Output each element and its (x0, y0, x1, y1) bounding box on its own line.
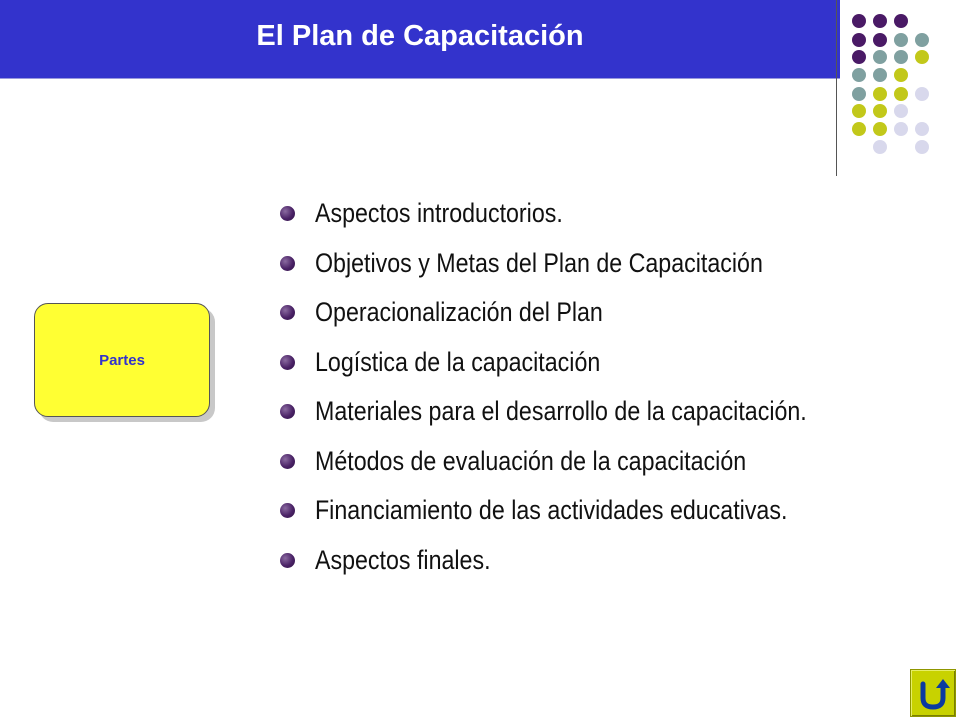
bullet-item-8 (280, 536, 887, 586)
bullet-icon (280, 553, 295, 568)
bullet-item-6 (280, 437, 887, 487)
return-button[interactable] (910, 669, 956, 717)
partes-label: Partes (99, 351, 145, 369)
partes-box[interactable] (34, 303, 210, 417)
bullet-item-1 (280, 189, 887, 239)
bullet-text: Métodos de evaluación de la capacitación (315, 445, 747, 476)
bullet-text: Aspectos introductorios. (315, 198, 563, 229)
bullet-text: Logística de la capacitación (315, 346, 601, 377)
bullet-icon (280, 256, 295, 271)
bullet-icon (280, 355, 295, 370)
bullet-list (280, 189, 887, 585)
bullet-text: Operacionalización del Plan (315, 297, 603, 328)
vertical-divider (836, 0, 837, 176)
bullet-icon (280, 305, 295, 320)
bullet-icon (280, 404, 295, 419)
slide-title: El Plan de Capacitación (256, 20, 584, 52)
bullet-item-2 (280, 239, 887, 289)
bullet-text: Financiamiento de las actividades educativas. (315, 495, 788, 526)
bullet-item-3 (280, 288, 887, 338)
bullet-text: Aspectos finales. (315, 544, 491, 575)
bullet-icon (280, 454, 295, 469)
return-arrow-icon (915, 674, 951, 712)
bullet-icon (280, 206, 295, 221)
bullet-item-4 (280, 338, 887, 388)
bullet-icon (280, 503, 295, 518)
bullet-text: Materiales para el desarrollo de la capacitación. (315, 396, 807, 427)
bullet-text: Objetivos y Metas del Plan de Capacitación (315, 247, 763, 278)
bullet-item-5 (280, 387, 887, 437)
title-divider (0, 78, 840, 79)
bullet-item-7 (280, 486, 887, 536)
